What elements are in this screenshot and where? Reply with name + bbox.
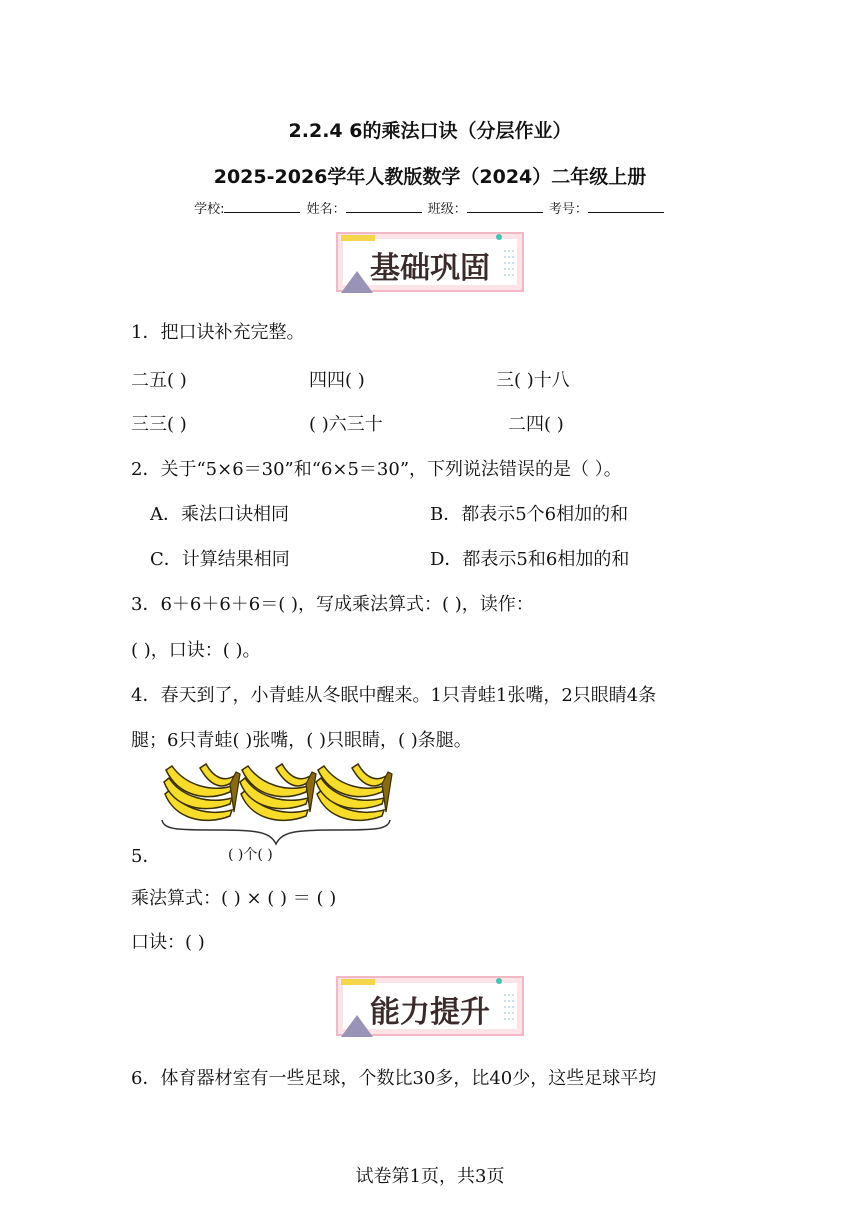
class-blank[interactable] (467, 200, 543, 213)
question-6-line-1: 6．体育器材室有一些足球，个数比30多，比40少，这些足球平均 (131, 1068, 657, 1089)
banner-basic-text: 基础巩固 (370, 251, 490, 286)
question-1-item-1: 二五( ) (131, 370, 187, 391)
question-2-option-d[interactable]: D．都表示5和6相加的和 (430, 549, 630, 570)
school-blank[interactable] (224, 200, 300, 213)
question-4-line-2: 腿；6只青蛙( )张嘴，( )只眼睛，( )条腿。 (131, 730, 472, 751)
question-3-line-2: ( )，口诀：( )。 (131, 640, 261, 661)
question-1-item-6: 二四( ) (508, 414, 564, 435)
page-subtitle: 2025-2026学年人教版数学（2024）二年级上册 (213, 166, 647, 188)
question-3-line-1: 3．6＋6＋6＋6＝( )，写成乘法算式：( )，读作： (131, 594, 534, 615)
question-1-item-4: 三三( ) (131, 414, 187, 435)
question-2-stem: 2．关于“5×6＝30”和“6×5＝30”，下列说法错误的是（ ）。 (131, 459, 622, 480)
banana-bunches-picture (158, 762, 394, 852)
banner-advanced-text: 能力提升 (370, 995, 490, 1030)
class-label: 班级： (427, 202, 467, 217)
exam-number-blank[interactable] (588, 200, 664, 213)
question-1-item-2: 四四( ) (309, 370, 365, 391)
question-1-item-5: ( )六三十 (309, 414, 383, 435)
section-banner-advanced (335, 973, 525, 1035)
question-4-line-1: 4．春天到了，小青蛙从冬眠中醒来。1只青蛙1张嘴，2只眼睛4条 (131, 685, 657, 706)
banana-bunches-icon (158, 762, 394, 852)
question-2-option-a[interactable]: A．乘法口诀相同 (150, 504, 289, 525)
question-5-number: 5． (131, 846, 161, 867)
exam-number-label: 考号： (548, 202, 588, 217)
question-2-option-b[interactable]: B．都表示5个6相加的和 (430, 504, 629, 525)
question-5-rhyme: 口诀：( ) (131, 932, 205, 953)
question-2-option-c[interactable]: C．计算结果相同 (150, 549, 290, 570)
section-banner-basic (335, 229, 525, 291)
student-info-row (0, 198, 860, 217)
page-title: 2.2.4 6的乘法口诀（分层作业） (288, 120, 572, 142)
school-label: 学校: (194, 202, 225, 217)
name-label: 姓名： (306, 202, 346, 217)
name-blank[interactable] (346, 200, 422, 213)
question-5-brace-label: ( )个( ) (228, 847, 273, 863)
question-1-stem: 1．把口诀补充完整。 (131, 322, 305, 343)
page-footer: 试卷第1页，共3页 (355, 1166, 505, 1187)
question-5-formula: 乘法算式：( ) × ( ) ＝ ( ) (131, 888, 337, 909)
question-1-item-3: 三( )十八 (496, 370, 570, 391)
